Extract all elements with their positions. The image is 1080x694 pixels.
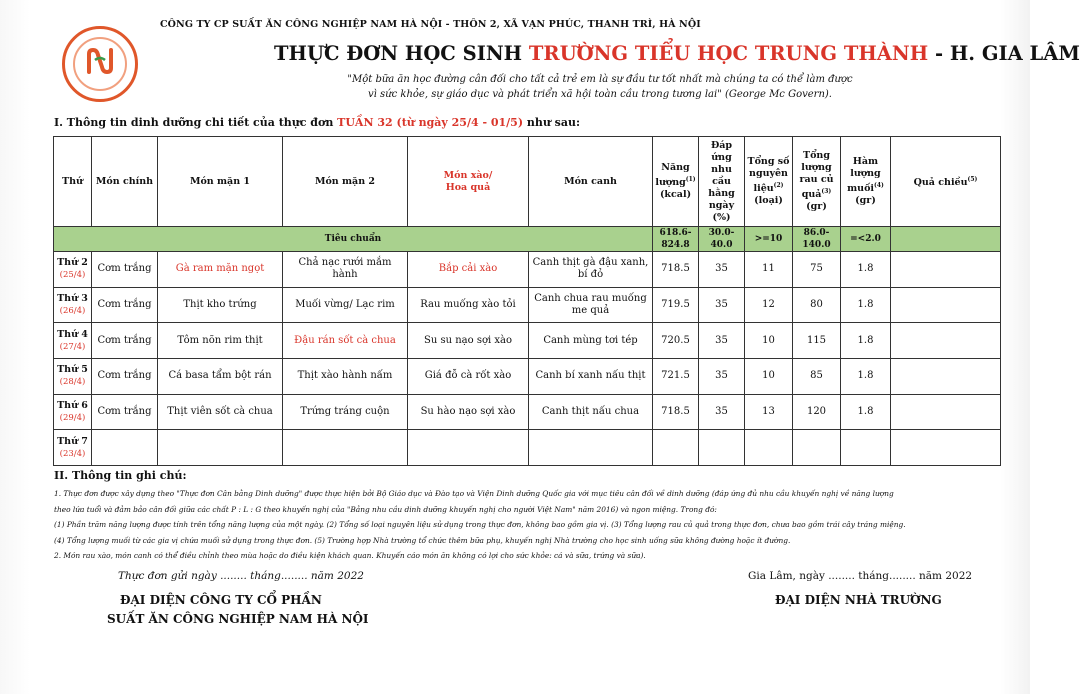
- standard-label: Tiêu chuẩn: [54, 227, 653, 252]
- day-cell: [54, 430, 92, 466]
- col-qua-chieu-label: Quả chiều: [913, 177, 968, 189]
- cell-veg: 120: [793, 394, 841, 430]
- table-row: [54, 252, 1001, 288]
- col-dap-ung-unit: (%): [712, 211, 731, 223]
- section-1-heading: [54, 116, 580, 129]
- cell-ingr: 13: [745, 394, 793, 430]
- quote-line-2: vì sức khỏe, sự giáo dục và phát triển xã hội toàn cầu trong tương lai" (George Mc Govern).: [368, 89, 832, 100]
- cell-canh: [529, 430, 653, 466]
- cell-kcal: 718.5: [653, 252, 699, 288]
- cell-kcal: 718.5: [653, 394, 699, 430]
- logo-n-icon: [85, 46, 115, 76]
- standard-fruit: [891, 227, 1001, 252]
- section-2-heading: II. Thông tin ghi chú:: [54, 469, 187, 482]
- cell-pct: [699, 430, 745, 466]
- title-suffix: - H. GIA LÂM: [928, 42, 1080, 65]
- col-mon-chinh: Món chính: [92, 137, 158, 227]
- section-1-prefix: I. Thông tin dinh dưỡng chi tiết của thực đơn: [54, 116, 338, 129]
- cell-ingr: 10: [745, 359, 793, 395]
- day-label: Thứ 6: [57, 400, 88, 412]
- cell-kcal: 721.5: [653, 359, 699, 395]
- day-date: (27/4): [59, 341, 86, 352]
- standard-veg: 86.0-140.0: [793, 227, 841, 252]
- col-dap-ung: [699, 137, 745, 227]
- cell-fruit: [891, 252, 1001, 288]
- cell-main: [92, 430, 158, 466]
- quote: [300, 72, 900, 102]
- company-sign-date: Thực đơn gửi ngày ........ tháng........ năm 2022: [118, 570, 364, 582]
- cell-main: Cơm trắng: [92, 323, 158, 359]
- cell-man1: Cá basa tẩm bột rán: [158, 359, 283, 395]
- cell-salt: [841, 430, 891, 466]
- cell-man2: Trứng tráng cuộn: [283, 394, 408, 430]
- cell-salt: 1.8: [841, 359, 891, 395]
- cell-xao: Giá đỗ cà rốt xào: [408, 359, 529, 395]
- cell-ingr: 10: [745, 323, 793, 359]
- note-line: (4) Tổng lượng muối từ các gia vị chứa muối sử dụng trong thực đơn. (5) Trường hợp Nhà trường tổ chức thêm bữa phụ, khuyến nghị Nhà trường cho học sinh uống sữa không đường hoặc ít đường.: [54, 535, 791, 545]
- cell-fruit: [891, 394, 1001, 430]
- cell-fruit: [891, 323, 1001, 359]
- title-school: TRƯỜNG TIỂU HỌC TRUNG THÀNH: [528, 42, 929, 65]
- cell-xao: Su hào nạo sợi xào: [408, 394, 529, 430]
- cell-veg: 75: [793, 252, 841, 288]
- col-mon-man-1: Món mặn 1: [158, 137, 283, 227]
- col-thu: Thứ: [54, 137, 92, 227]
- day-label: Thứ 2: [57, 257, 88, 269]
- cell-xao: [408, 430, 529, 466]
- day-cell: [54, 394, 92, 430]
- col-mon-canh: Món canh: [529, 137, 653, 227]
- col-rau-cu: Tổng lượng rau củ quả$^{(3)}$ (gr): [793, 137, 841, 227]
- cell-ingr: [745, 430, 793, 466]
- col-rau-cu-unit: (gr): [806, 201, 827, 213]
- school-sign-date: Gia Lâm, ngày ........ tháng........ năm 2022: [748, 570, 973, 582]
- cell-salt: 1.8: [841, 394, 891, 430]
- cell-canh: Canh thịt nấu chua: [529, 394, 653, 430]
- cell-main: Cơm trắng: [92, 287, 158, 323]
- cell-pct: 35: [699, 359, 745, 395]
- cell-man2: [283, 430, 408, 466]
- cell-pct: 35: [699, 394, 745, 430]
- cell-salt: 1.8: [841, 252, 891, 288]
- note-line: 1. Thực đơn được xây dựng theo "Thực đơn Cân bằng Dinh dưỡng" được thực hiện bởi Bộ Giáo dục và Đào tạo và Viện Dinh dưỡng Quốc gia với mục tiêu cân đối về dinh dưỡng (đáp ứng đủ nhu cầu khuyến nghị về năng lượng: [54, 489, 894, 498]
- cell-kcal: 719.5: [653, 287, 699, 323]
- cell-xao: Su su nạo sợi xào: [408, 323, 529, 359]
- day-label: Thứ 5: [57, 364, 88, 376]
- col-mon-xao-line-2: Hoa quả: [445, 181, 491, 193]
- day-date: (26/4): [59, 306, 86, 317]
- col-mon-xao-line-1: Món xào/: [443, 169, 493, 181]
- school-rep: ĐẠI DIỆN NHÀ TRƯỜNG: [775, 593, 942, 607]
- note-line: 2. Món rau xào, món canh có thể điều chỉnh theo mùa hoặc do điều kiện khách quan. Khuyến cáo món ăn không có lợi cho sức khỏe: cá và sữa, trứng và sữa).: [54, 551, 646, 560]
- section-1-suffix: như sau:: [523, 116, 581, 129]
- cell-veg: [793, 430, 841, 466]
- company-line: CÔNG TY CP SUẤT ĂN CÔNG NGHIỆP NAM HÀ NỘI - THÔN 2, XÃ VẠN PHÚC, THANH TRÌ, HÀ NỘI: [160, 19, 701, 30]
- col-nang-luong-unit: (kcal): [659, 189, 692, 201]
- cell-kcal: [653, 430, 699, 466]
- company-rep-line-2: SUẤT ĂN CÔNG NGHIỆP NAM HÀ NỘI: [107, 612, 369, 626]
- day-date: (29/4): [59, 413, 86, 424]
- cell-xao: Rau muống xào tỏi: [408, 287, 529, 323]
- cell-man2: Muối vừng/ Lạc rim: [283, 287, 408, 323]
- cell-man1: Thịt kho trứng: [158, 287, 283, 323]
- standard-pct: 30.0-40.0: [699, 227, 745, 252]
- day-label: Thứ 3: [57, 293, 88, 305]
- title-prefix: THỰC ĐƠN HỌC SINH: [274, 42, 529, 65]
- col-tong-so-unit: (loại): [754, 195, 783, 207]
- col-mon-man-2: Món mặn 2: [283, 137, 408, 227]
- cell-main: Cơm trắng: [92, 359, 158, 395]
- cell-ingr: 12: [745, 287, 793, 323]
- cell-canh: Canh mùng tơi tép: [529, 323, 653, 359]
- col-dap-ung-label: Đáp ứng nhu cầu hằng ngày: [708, 139, 735, 211]
- day-cell: [54, 252, 92, 288]
- col-nang-luong-label: Năng lượng: [655, 161, 690, 189]
- cell-fruit: [891, 430, 1001, 466]
- table-row: [54, 394, 1001, 430]
- day-date: (28/4): [59, 377, 86, 388]
- standard-salt: =<2.0: [841, 227, 891, 252]
- cell-fruit: [891, 359, 1001, 395]
- col-qua-chieu: Quả chiều$^{(5)}$: [891, 137, 1001, 227]
- day-cell: [54, 287, 92, 323]
- cell-salt: 1.8: [841, 287, 891, 323]
- cell-canh: Canh bí xanh nấu thịt: [529, 359, 653, 395]
- table-row: [54, 359, 1001, 395]
- cell-man1: Tôm nõn rim thịt: [158, 323, 283, 359]
- cell-man1: [158, 430, 283, 466]
- cell-man2: Đậu rán sốt cà chua: [283, 323, 408, 359]
- cell-pct: 35: [699, 323, 745, 359]
- cell-pct: 35: [699, 252, 745, 288]
- note-line: theo lứa tuổi và đảm bảo cân đối giữa các chất P : L : G theo khuyến nghị của "Bảng nhu cầu dinh dưỡng khuyến nghị cho người Việt Nam" năm 2016) và ngon miệng. Trong đó:: [54, 504, 717, 514]
- cell-xao: Bắp cải xào: [408, 252, 529, 288]
- cell-veg: 115: [793, 323, 841, 359]
- standard-ingredients: >=10: [745, 227, 793, 252]
- cell-main: Cơm trắng: [92, 394, 158, 430]
- day-date: (25/4): [59, 270, 86, 281]
- header-row: [54, 137, 1001, 227]
- col-mon-xao: [408, 137, 529, 227]
- cell-salt: 1.8: [841, 323, 891, 359]
- cell-canh: Canh chua rau muống me quả: [529, 287, 653, 323]
- cell-man2: Chả nạc rưới mắm hành: [283, 252, 408, 288]
- col-ham-luong-unit: (gr): [855, 195, 876, 207]
- notes: [54, 486, 984, 564]
- cell-man1: Thịt viên sốt cà chua: [158, 394, 283, 430]
- col-ham-luong-label: Hàm lượng muối: [847, 155, 881, 195]
- cell-fruit: [891, 287, 1001, 323]
- cell-man2: Thịt xào hành nấm: [283, 359, 408, 395]
- col-ham-luong: Hàm lượng muối$^{(4)}$ (gr): [841, 137, 891, 227]
- table-row: [54, 323, 1001, 359]
- cell-kcal: 720.5: [653, 323, 699, 359]
- cell-canh: Canh thịt gà đậu xanh, bí đỏ: [529, 252, 653, 288]
- company-logo: [62, 26, 138, 102]
- col-tong-so: Tổng số nguyên liệu$^{(2)}$ (loại): [745, 137, 793, 227]
- standard-row: [54, 227, 1001, 252]
- cell-veg: 80: [793, 287, 841, 323]
- col-nang-luong: Năng lượng$^{(1)}$ (kcal): [653, 137, 699, 227]
- cell-man1: Gà ram mặn ngọt: [158, 252, 283, 288]
- standard-kcal: 618.6-824.8: [653, 227, 699, 252]
- week-label: TUẦN 32 (từ ngày 25/4 - 01/5): [337, 116, 524, 129]
- day-cell: [54, 359, 92, 395]
- quote-line-1: "Một bữa ăn học đường cân đối cho tất cả trẻ em là sự đầu tư tốt nhất mà chúng ta có thể làm được: [347, 74, 853, 85]
- day-cell: [54, 323, 92, 359]
- day-date: (23/4): [59, 448, 86, 459]
- cell-pct: 35: [699, 287, 745, 323]
- col-rau-cu-label: Tổng lượng rau củ quả: [799, 149, 834, 201]
- day-label: Thứ 4: [57, 328, 88, 340]
- cell-ingr: 11: [745, 252, 793, 288]
- col-tong-so-label: Tổng số nguyên liệu: [747, 155, 790, 195]
- table-row: [54, 430, 1001, 466]
- page-title: [274, 42, 1080, 65]
- cell-veg: 85: [793, 359, 841, 395]
- day-label: Thứ 7: [57, 435, 88, 447]
- note-line: (1) Phần trăm năng lượng được tính trên tổng năng lượng của một ngày. (2) Tổng số loại nguyên liệu sử dụng trong thực đơn, không bao gồm gia vị. (3) Tổng lượng rau củ quả trong thực đơn, chưa bao gồm trái cây tráng miệng.: [54, 520, 906, 529]
- company-rep-line-1: ĐẠI DIỆN CÔNG TY CỔ PHẦN: [120, 593, 322, 607]
- menu-table: [53, 136, 1001, 466]
- cell-main: Cơm trắng: [92, 252, 158, 288]
- menu-rows: [54, 252, 1001, 466]
- table-row: [54, 287, 1001, 323]
